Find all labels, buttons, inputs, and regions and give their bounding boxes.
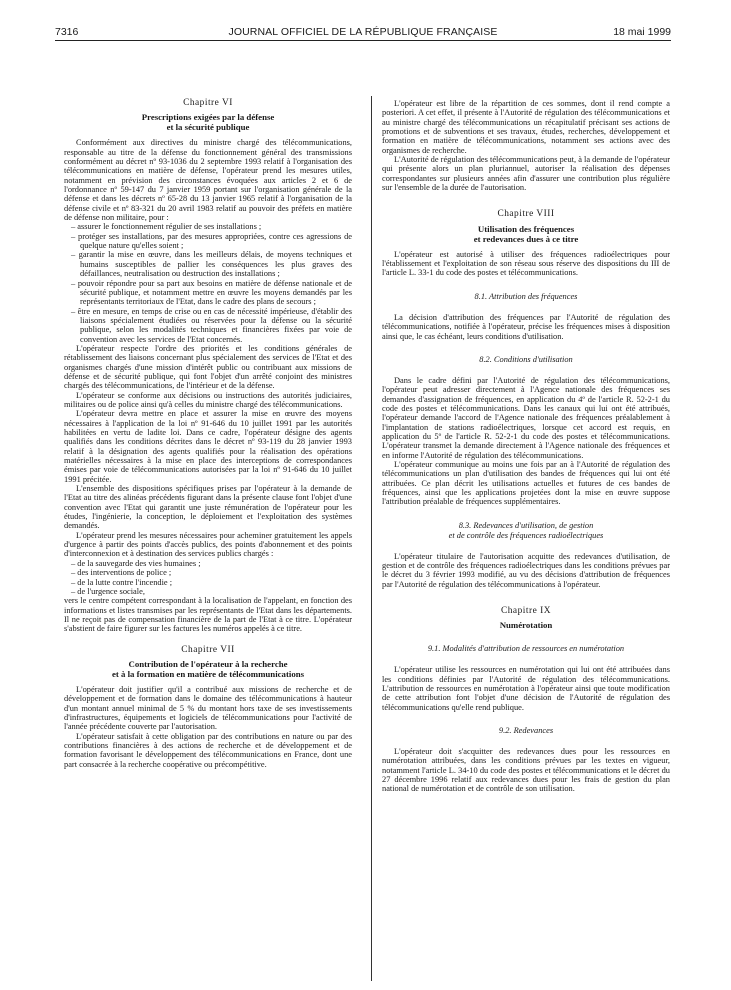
chapter-title-line: Utilisation des fréquences [477,223,575,234]
chapter-title-line: et la sécurité publique [166,122,250,133]
paragraph: L'opérateur doit s'acquitter des redevances dues pour les ressources en numérotation attribuées, dans les conditions prévues par les textes en vigueur, notamment l'article L. 34-10 du code des postes et télécommunications et le décret du 27 décembre 1996 relatif aux redevances dues pour les frais de gestion du plan national de numérotation et de contrôle de son utilisation. [382,747,670,794]
section-heading: 8.1. Attribution des fréquences [474,291,578,301]
page-number: 7316 [55,26,79,38]
column-divider [371,96,372,981]
paragraph: L'opérateur se conforme aux décisions ou instructions des autorités judiciaires, militaires ou de police ainsi qu'à celles du ministre chargé des télécommunications. [64,390,352,409]
section-heading-line: 8.3. Redevances d'utilisation, de gestion [458,520,594,530]
paragraph: vers le centre compétent correspondant à la localisation de l'appelant, en fonction des informations et listes transmises par les représentants de l'Etat dans les départements. Il ne reçoit pas de compensation financière de la part de l'Etat à ce titre. L'opérateur s'abstient de faire figurer sur les factures les numéros appelés à ce titre. [64,596,352,634]
left-column [64,99,352,769]
chapter-label: Chapitre VIII [497,209,555,220]
section-heading [382,521,670,541]
chapter-title-line: et à la formation en matière de télécommunications [111,668,305,679]
list-item: – protéger ses installations, par des mesures appropriées, contre ces agressions de quelque nature qu'elles soient ; [71,231,352,251]
chapter-title [64,659,352,679]
chapter-title-line: Contribution de l'opérateur à la recherche [128,658,288,669]
chapter-title [64,112,352,132]
right-column [382,99,670,794]
issue-date: 18 mai 1999 [613,26,671,38]
list-item: – de la sauvegarde des vies humaines ; [71,558,201,568]
paragraph: L'opérateur devra mettre en place et assurer la mise en œuvre des moyens nécessaires à l'application de la loi nº 91-646 du 10 juillet 1991 par les autorités habilitées en vertu de ladite loi. Dans ce cadre, l'opérateur désigne des agents qualifiés dans les conditions décrites dans le décret nº 93-119 du 28 janvier 1993 relatif à la désignation des agents qualifiés pour la réalisation des opérations matérielles nécessaires à la mise en place des interceptions de correspondances émises par voie de télécommunications autorisées par la loi nº 91-646 du 10 juillet 1991 précitée. [64,409,352,484]
page-header [55,24,671,41]
paragraph: La décision d'attribution des fréquences par l'Autorité de régulation des télécommunications, notifiée à l'opérateur, précise les fréquences mises à disposition ainsi que, le cas échéant, leurs conditions d'utilisation. [382,312,670,341]
paragraph: L'opérateur satisfait à cette obligation par des contributions en nature ou par des contributions financières à des actions de recherche et de développement et de formation favorisant le développement des télécommunications en France, dont une part consacrée à la recherche coopérative ou précompétitive. [64,731,352,769]
chapter-label: Chapitre IX [500,606,552,617]
chapter-label: Chapitre VI [183,98,233,108]
section-heading: 9.2. Redevances [498,726,554,736]
chapter-label: Chapitre VII [181,644,235,655]
journal-title: JOURNAL OFFICIEL DE LA RÉPUBLIQUE FRANÇAISE [228,26,498,38]
chapter-title-line: Prescriptions exigées par la défense [141,112,275,123]
list-item: – être en mesure, en temps de crise ou en cas de nécessité impérieuse, d'établir des liaisons spécialement étudiées ou réservées pour la défense ou la sécurité publique, selon les modalités techniques et financières fixées par voie de convention avec les services de l'Etat concernés. [71,306,352,344]
paragraph: Dans le cadre défini par l'Autorité de régulation des télécommunications, l'opérateur peut adresser directement à l'Agence nationale des fréquences ses demandes d'assignation de fréquences, en application du 4º de l'article R. 52-2-1 du code des postes et télécommunications. Dans les canaux qui lui ont été attribués, l'opérateur demande l'accord de l'Agence nationale des fréquences préalablement à l'implantation de stations radioélectriques, lorsque cet accord est requis, en application du 5º de l'article R. 52-2-1 du code des postes et télécommunications. L'opérateur transmet la demande directement à l'Agence nationale des fréquences et en informe l'Autorité de régulation des télécommunications. [382,375,670,460]
section-heading: 9.1. Modalités d'attribution de ressources en numérotation [427,644,625,654]
paragraph: L'opérateur est autorisé à utiliser des fréquences radioélectriques pour l'établissement et l'exploitation de son réseau sous réserve des dispositions du III de l'article L. 33-1 du code des postes et télécommunications. [382,249,670,278]
list-item: – assurer le fonctionnement régulier de ses installations ; [71,222,262,232]
paragraph: L'Autorité de régulation des télécommunications peut, à la demande de l'opérateur qui présente alors un plan pluriannuel, autoriser la réalisation des dépenses correspondantes sur plusieurs années afin d'assurer une contribution plus régulière sur l'ensemble de la durée de l'autorisation. [382,155,670,193]
chapter-title [382,224,670,244]
paragraph: L'opérateur utilise les ressources en numérotation qui lui ont été attribuées dans les conditions définies par l'Autorité de régulation des télécommunications. L'attribution de ressources en numérotation à l'opérateur ainsi que toute modification de cette attribution font l'objet d'une décision de l'Autorité de régulation des télécommunications qu'elle rend publique. [382,665,670,712]
chapter-title-line: et redevances dues à ce titre [473,233,579,244]
list-item: – garantir la mise en œuvre, dans les meilleurs délais, de moyens techniques et humains susceptibles de pallier les conséquences les plus graves des défaillances, neutralisation ou destruction des installations ; [71,250,352,279]
section-heading-line: et de contrôle des fréquences radioélectriques [448,530,604,540]
paragraph: L'opérateur respecte l'ordre des priorités et les conditions générales de rétablissement des liaisons concernant plus spécialement des services de l'Etat et des organismes chargés d'une mission d'intérêt public ou contribuant aux missions de défense et de sécurité publique, qui font l'objet d'un arrêté conjoint des ministres chargés des télécommunications, de l'intérieur et de la défense. [64,343,352,391]
paragraph: L'opérateur communique au moins une fois par an à l'Autorité de régulation des télécommunications un plan d'utilisation des bandes de fréquences qui lui ont été attribuées. Ce plan décrit les utilisations actuelles et futures de ces bandes de fréquences, ainsi que les applications projetées dont la mise en œuvre suppose l'attribution préalable de fréquences supplémentaires. [382,459,670,507]
list-item: – pouvoir répondre pour sa part aux besoins en matière de défense nationale et de sécurité publique, et notamment mettre en œuvre les moyens demandés par les représentants territoriaux de l'Etat, dans le cadre des plans de secours ; [71,278,352,307]
paragraph: L'ensemble des dispositions spécifiques prises par l'opérateur à la demande de l'Etat au titre des alinéas précédents figurant dans la présente clause font l'objet d'une convention avec l'Etat qui garantit une juste rémunération de l'opérateur pour les études, l'ingénierie, la conception, le déploiement et l'exploitation des systèmes demandés. [64,484,352,531]
list-item: – de l'urgence sociale, [71,586,145,596]
paragraph: L'opérateur titulaire de l'autorisation acquitte des redevances d'utilisation, de gestion et de contrôle des fréquences radioélectriques dans les conditions prévues par le décret du 3 février 1993 modifié, au vu des décisions d'attribution de fréquences par l'Autorité de régulation des télécommunications à l'opérateur. [382,551,670,589]
paragraph: Conformément aux directives du ministre chargé des télécommunications, responsable au titre de la défense du fonctionnement général des transmissions conformément au décret nº 93-1036 du 2 septembre 1993 relatif à l'organisation des télécommunications en matière de défense, l'opérateur prend les mesures utiles, notamment en prévision des circonstances évoquées aux articles 2 et 6 de l'ordonnance nº 59-147 du 7 janvier 1959 portant sur l'organisation générale de la défense et dans les décrets nº 65-28 du 13 janvier 1965 relatif à l'organisation de la défense civile et nº 83-321 du 20 avril 1983 relatif au pouvoir des préfets en matière de défense non militaire, pour : [64,138,352,223]
section-heading: 8.2. Conditions d'utilisation [479,354,573,364]
list-item: – des interventions de police ; [71,568,172,578]
chapter-title-line: Numérotation [499,620,553,631]
list-item: – de la lutte contre l'incendie ; [71,577,173,587]
chapter-title [382,620,670,630]
paragraph: L'opérateur prend les mesures nécessaires pour acheminer gratuitement les appels d'urgence à partir des points d'accès publics, des points d'abonnement et des points d'interconnexion et à destination des services publics chargés : [64,530,352,559]
paragraph: L'opérateur doit justifier qu'il a contribué aux missions de recherche et de développement et de formation dans le domaine des télécommunications à hauteur d'un montant annuel minimal de 5 % du montant hors taxe de ses investissements d'infrastructures, équipements et logiciels de télécommunications pour l'activité de l'année précédente couverte par l'autorisation. [64,684,352,732]
paragraph: L'opérateur est libre de la répartition de ces sommes, dont il rend compte a posteriori. A cet effet, il présente à l'Autorité de régulation des télécommunications et au ministre chargé des télécommunications un récapitulatif précisant ses actions de promotions et de subventions et ses travaux, études, recherches, développement et formation en matière de télécommunications, notamment ses actions avec des organismes de recherche. [382,99,670,155]
